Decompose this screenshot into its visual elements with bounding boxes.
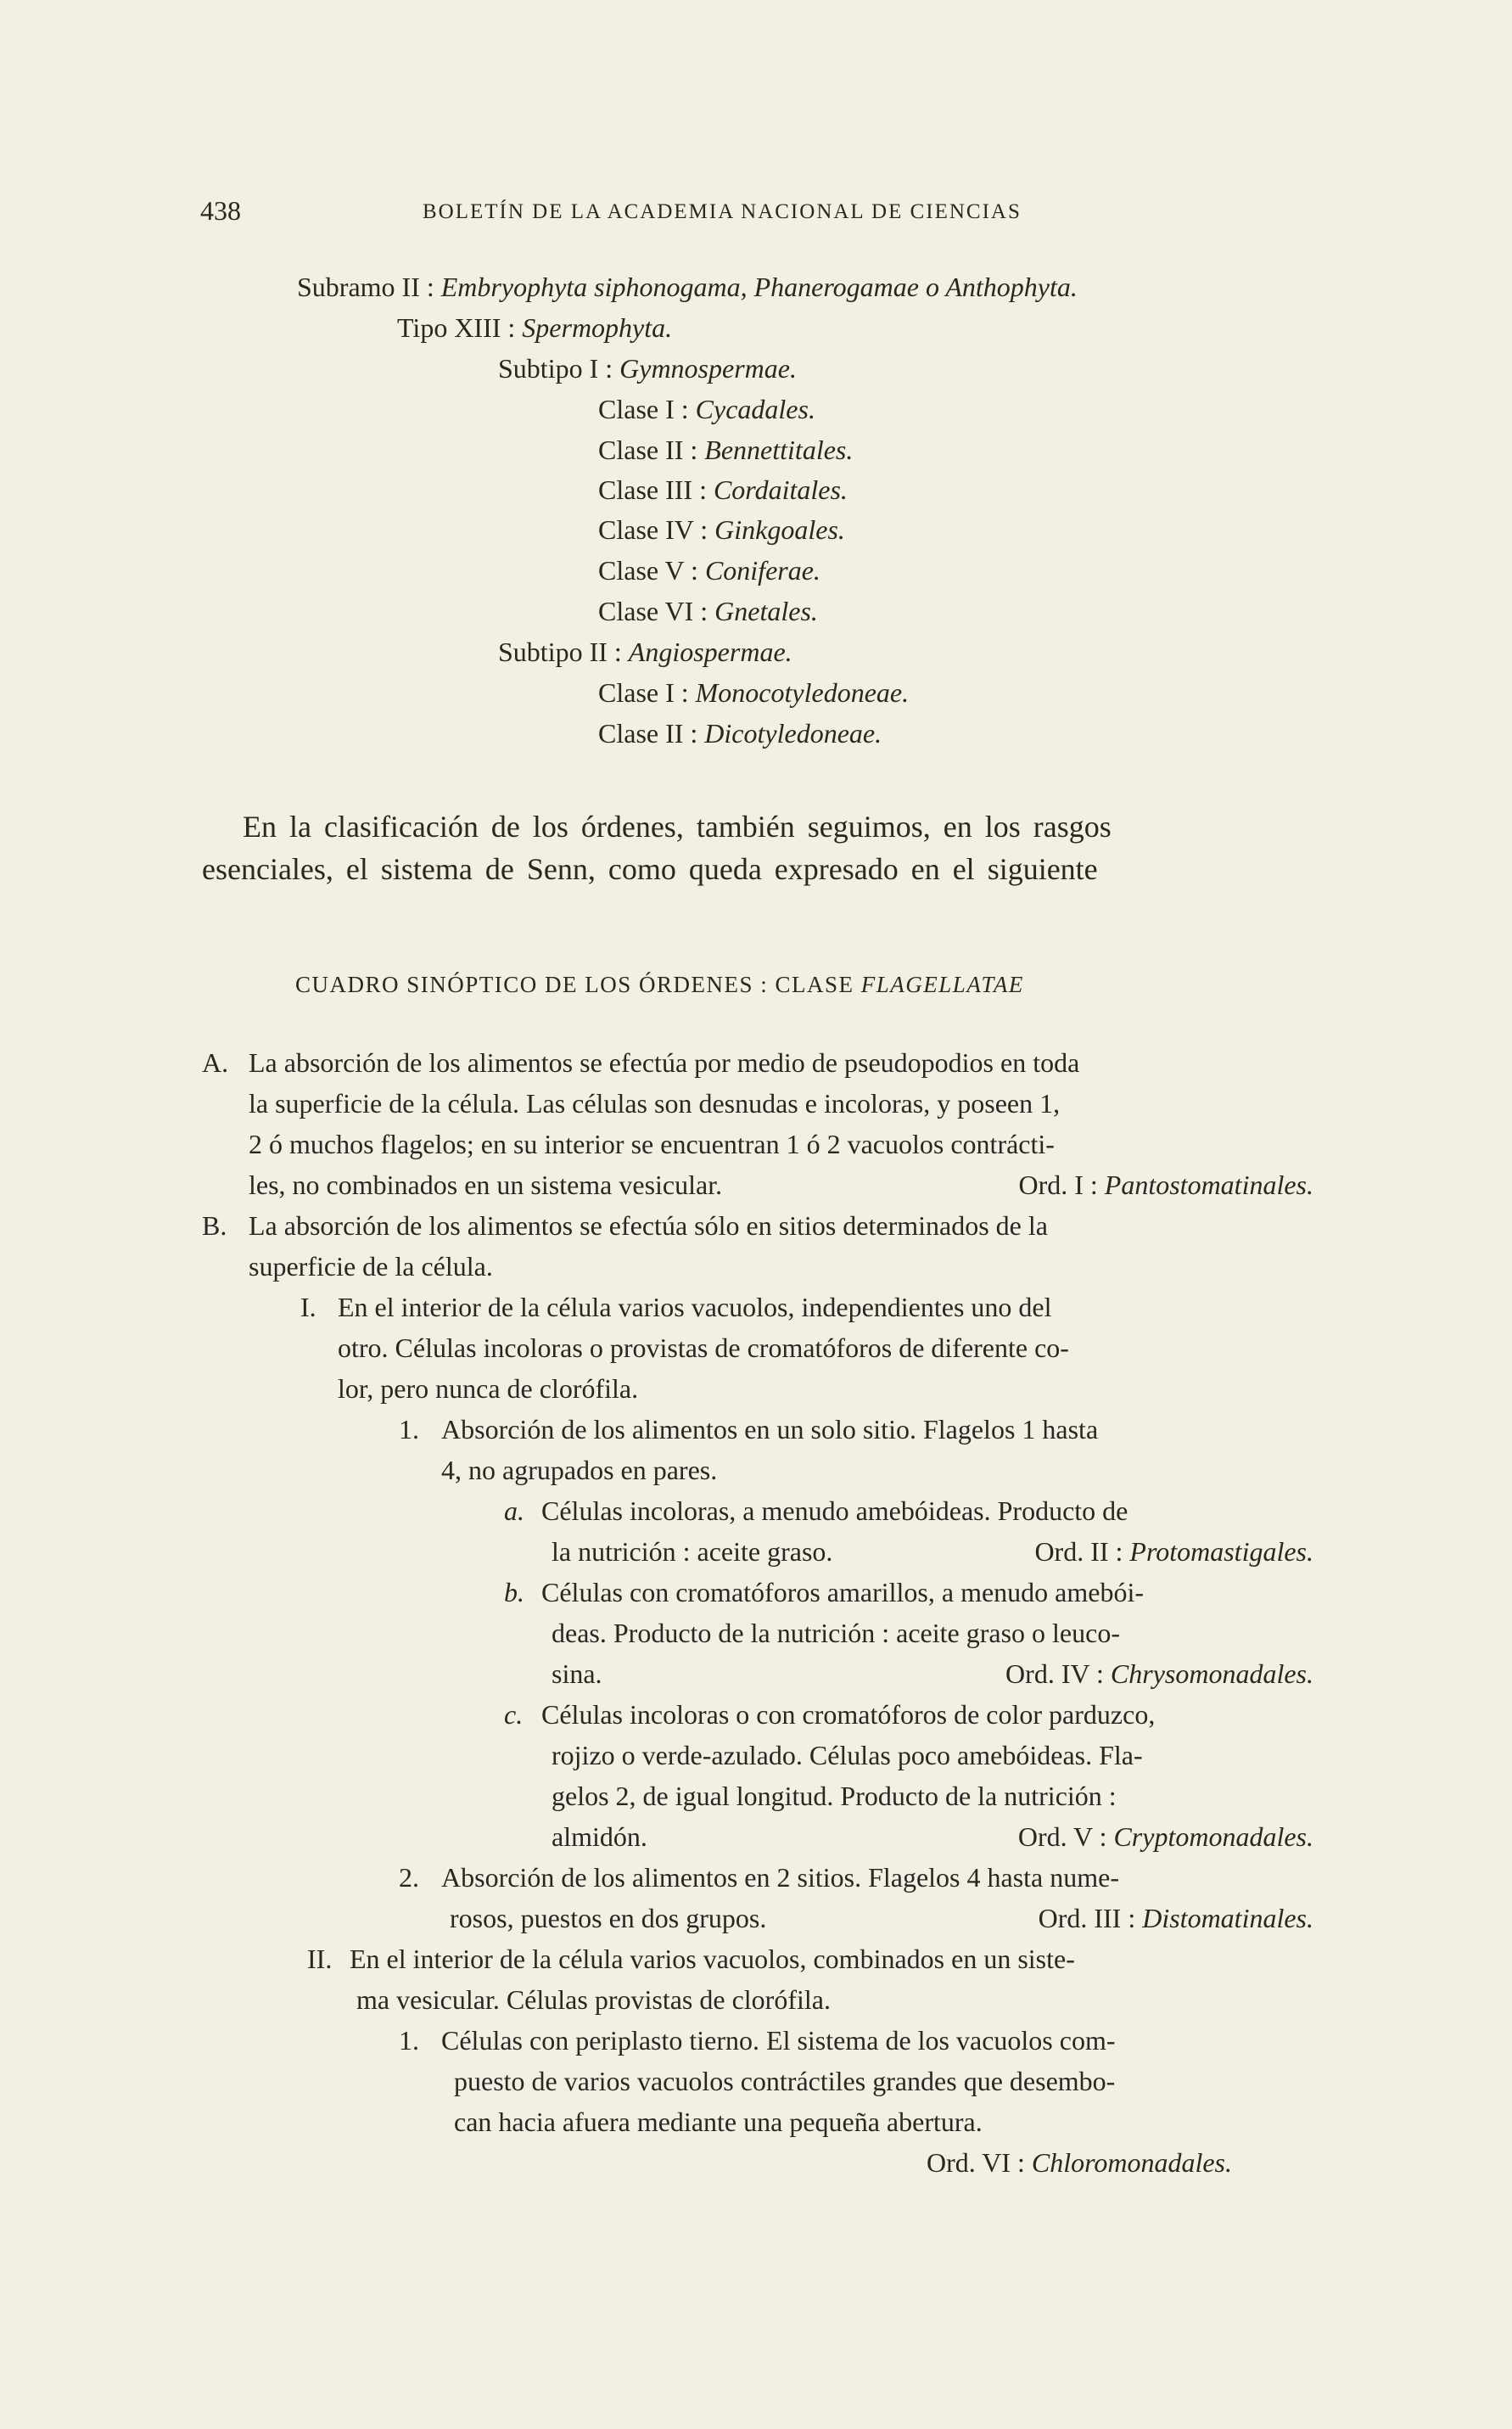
key-marker: II. <box>307 1944 333 1974</box>
order-label: Ord. VI : <box>927 2147 1025 2178</box>
key-line <box>552 1657 1313 1691</box>
key-line: gelos 2, de igual longitud. Producto de la nutrición : <box>552 1781 1117 1811</box>
taxonomy-name: Cordaitales. <box>713 474 848 505</box>
intro-line: En la clasificación de los órdenes, también seguimos, en los rasgos <box>243 810 1112 844</box>
key-text: la nutrición : aceite graso. <box>552 1536 833 1567</box>
key-line: 2 ó muchos flagelos; en su interior se encuentran 1 ó 2 vacuolos contrácti- <box>249 1129 1055 1159</box>
taxonomy-subramo <box>297 270 1078 304</box>
key-line: lor, pero nunca de clorófila. <box>338 1373 639 1404</box>
taxonomy-label: Clase III : <box>598 474 707 505</box>
key-line: Células con cromatóforos amarillos, a menudo amebói- <box>541 1577 1145 1607</box>
taxonomy-clase <box>598 473 848 507</box>
order-label: Ord. I : <box>1018 1170 1098 1200</box>
key-line: Absorción de los alimentos en un solo sitio. Flagelos 1 hasta <box>441 1414 1099 1444</box>
taxonomy-clase <box>598 392 815 426</box>
taxonomy-tipo <box>397 311 672 345</box>
key-marker: A. <box>202 1047 229 1078</box>
key-line: ma vesicular. Células provistas de clorófila. <box>356 1984 831 2015</box>
taxonomy-name: Coniferae. <box>704 555 820 586</box>
key-line: En el interior de la célula varios vacuolos, combinados en un siste- <box>350 1944 1075 1974</box>
key-line: 4, no agrupados en pares. <box>441 1455 718 1485</box>
key-line: Células con periplasto tierno. El sistema de los vacuolos com- <box>441 2025 1116 2056</box>
key-marker: 1. <box>399 2025 419 2056</box>
key-line: otro. Células incoloras o provistas de cromatóforos de diferente co- <box>338 1332 1069 1363</box>
taxonomy-name: Gnetales. <box>714 596 818 626</box>
key-line: superficie de la célula. <box>249 1251 493 1282</box>
taxonomy-label: Clase I : <box>598 677 689 708</box>
running-title: BOLETÍN DE LA ACADEMIA NACIONAL DE CIENCIAS <box>423 200 1022 223</box>
order-name: Cryptomonadales. <box>1113 1821 1313 1852</box>
order-name: Distomatinales. <box>1142 1903 1313 1933</box>
taxonomy-label: Subramo II : <box>297 272 434 302</box>
order-ref <box>1005 1657 1313 1691</box>
key-marker: B. <box>202 1210 227 1241</box>
taxonomy-name: Angiospermae. <box>628 637 792 667</box>
key-line <box>552 1820 1313 1854</box>
key-marker: b. <box>504 1577 524 1607</box>
key-marker: 1. <box>399 1414 419 1444</box>
cuadro-title-class: FLAGELLATAE <box>860 972 1024 997</box>
order-label: Ord. III : <box>1038 1903 1136 1933</box>
taxonomy-name: Bennettitales. <box>704 435 854 465</box>
order-ref <box>927 2146 1232 2179</box>
taxonomy-label: Subtipo II : <box>498 637 622 667</box>
taxonomy-label: Clase II : <box>598 435 698 465</box>
taxonomy-subtipo-1 <box>498 351 797 385</box>
key-line <box>450 1901 1313 1935</box>
key-line: Células incoloras, a menudo amebóideas. Producto de <box>541 1495 1128 1526</box>
taxonomy-name: Embryophyta siphonogama, Phanerogamae o Anthophyta. <box>440 272 1078 302</box>
order-name: Chloromonadales. <box>1031 2147 1232 2178</box>
cuadro-title-text: CUADRO SINÓPTICO DE LOS ÓRDENES : CLASE <box>295 972 854 997</box>
key-line: Células incoloras o con cromatóforos de color parduzco, <box>541 1699 1156 1730</box>
taxonomy-label: Clase VI : <box>598 596 708 626</box>
order-label: Ord. V : <box>1017 1821 1107 1852</box>
taxonomy-subtipo-2 <box>498 635 792 669</box>
order-ref <box>1039 1901 1313 1935</box>
key-line: puesto de varios vacuolos contráctiles grandes que desembo- <box>454 2066 1116 2096</box>
taxonomy-clase <box>598 594 818 628</box>
page-number: 438 <box>200 195 241 226</box>
order-name: Protomastigales. <box>1129 1536 1313 1567</box>
taxonomy-clase <box>598 716 882 750</box>
order-ref <box>1034 1534 1313 1568</box>
taxonomy-name: Ginkgoales. <box>714 514 845 545</box>
key-marker: I. <box>300 1292 316 1322</box>
key-line: la superficie de la célula. Las células son desnudas e incoloras, y poseen 1, <box>249 1088 1061 1119</box>
taxonomy-label: Tipo XIII : <box>397 312 516 343</box>
taxonomy-clase <box>598 513 845 547</box>
taxonomy-name: Monocotyledoneae. <box>695 677 910 708</box>
taxonomy-label: Clase V : <box>598 555 698 586</box>
order-name: Pantostomatinales. <box>1104 1170 1313 1200</box>
order-label: Ord. II : <box>1034 1536 1123 1567</box>
key-text: La absorción de los alimentos se efectúa por medio de pseudopodios en toda <box>249 1047 1080 1078</box>
taxonomy-name: Dicotyledoneae. <box>704 718 882 749</box>
taxonomy-label: Subtipo I : <box>498 353 613 384</box>
key-line: deas. Producto de la nutrición : aceite graso o leuco- <box>552 1618 1120 1648</box>
key-marker: 2. <box>399 1862 419 1893</box>
taxonomy-name: Cycadales. <box>695 394 815 424</box>
order-label: Ord. IV : <box>1005 1658 1104 1689</box>
key-text: les, no combinados en un sistema vesicular. <box>249 1170 723 1200</box>
key-text: sina. <box>552 1658 602 1689</box>
taxonomy-clase <box>598 433 853 467</box>
key-line <box>249 1168 1313 1202</box>
taxonomy-label: Clase IV : <box>598 514 708 545</box>
taxonomy-clase <box>598 553 820 587</box>
taxonomy-label: Clase II : <box>598 718 698 749</box>
intro-line: esenciales, el sistema de Senn, como queda expresado en el siguiente <box>202 852 1098 886</box>
taxonomy-name: Gymnospermae. <box>619 353 797 384</box>
key-marker: a. <box>504 1495 524 1526</box>
key-text: almidón. <box>552 1821 647 1852</box>
key-line: can hacia afuera mediante una pequeña abertura. <box>454 2106 983 2137</box>
key-line: Absorción de los alimentos en 2 sitios. Flagelos 4 hasta nume- <box>441 1862 1119 1893</box>
taxonomy-label: Clase I : <box>598 394 689 424</box>
order-ref <box>1018 1820 1313 1854</box>
key-text: rosos, puestos en dos grupos. <box>450 1903 767 1933</box>
key-line <box>249 1046 1313 1080</box>
taxonomy-name: Spermophyta. <box>522 312 673 343</box>
key-line: En el interior de la célula varios vacuolos, independientes uno del <box>338 1292 1052 1322</box>
key-line: rojizo o verde-azulado. Células poco amebóideas. Fla- <box>552 1740 1143 1770</box>
key-marker: c. <box>504 1699 524 1730</box>
order-ref <box>1018 1168 1313 1202</box>
order-name: Chrysomonadales. <box>1110 1658 1313 1689</box>
cuadro-title <box>295 968 1024 1001</box>
key-line: La absorción de los alimentos se efectúa sólo en sitios determinados de la <box>249 1210 1048 1241</box>
taxonomy-clase <box>598 676 909 710</box>
key-line <box>552 1534 1313 1568</box>
